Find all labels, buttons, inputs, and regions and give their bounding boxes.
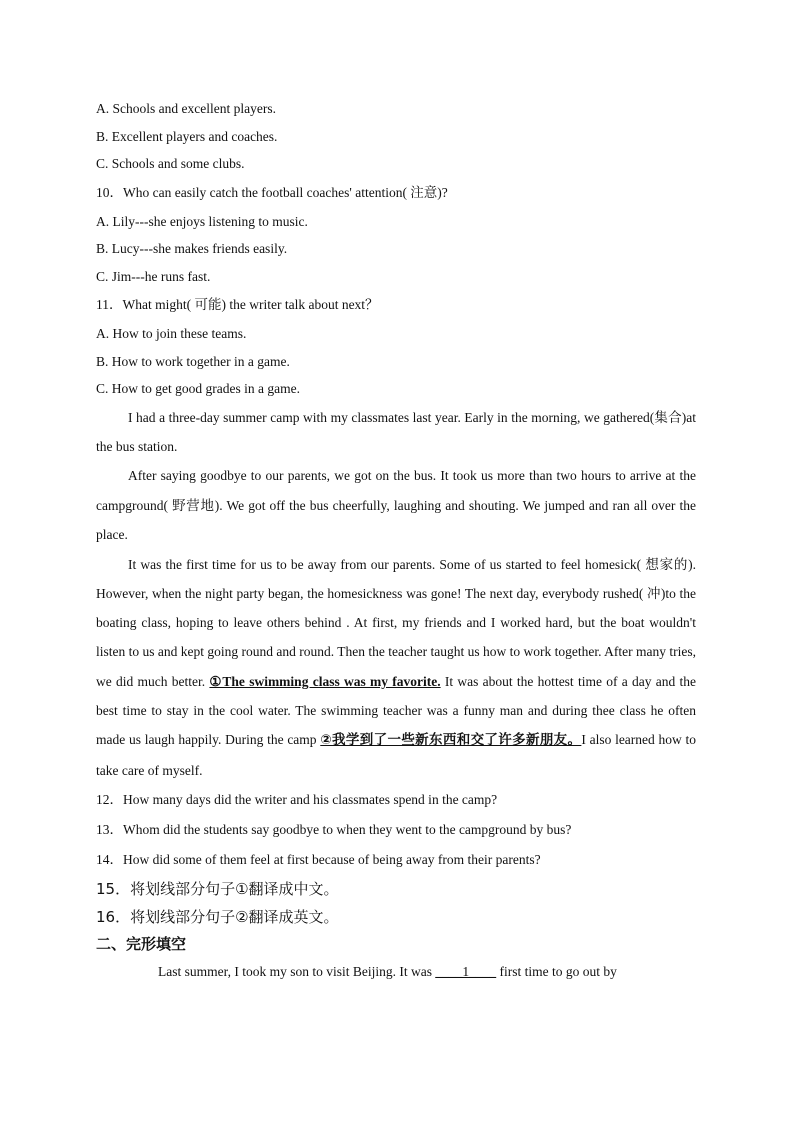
passage-paragraph-2: After saying goodbye to our parents, we got on the bus. It took us more than two hours to arrive at the campground( 野营地). We got off the bus cheerfully, laughing and shouting. We jumped and ran all over the place. — [96, 468, 696, 543]
q9-option-b: B. Excellent players and coaches. — [96, 128, 278, 144]
q16-question: 16．将划线部分句子②翻译成英文。 — [96, 907, 339, 926]
q11-option-c: C. How to get good grades in a game. — [96, 381, 300, 396]
cloze-text: first time to go out by — [496, 963, 617, 979]
q11-option-b: B. How to work together in a game. — [96, 353, 290, 369]
passage-paragraph-1: I had a three-day summer camp with my classmates last year. Early in the morning, we gathered(集合)at the bus station. — [96, 409, 696, 454]
q10-option-c: C. Jim---he runs fast. — [96, 268, 211, 284]
q15-question: 15．将划线部分句子①翻译成中文。 — [96, 879, 339, 898]
q9-option-c: C. Schools and some clubs. — [96, 156, 245, 171]
passage-text: It was about the hottest time of a day and the best time to stay in the cool water. The swimming teacher was a funny man and during thee class he often made us laugh happily. During the camp — [96, 673, 696, 748]
cloze-text: Last summer, I took my son to visit Beijing. It was — [158, 963, 436, 979]
section-title: 二、完形填空 — [96, 934, 187, 953]
reading-passage — [96, 403, 696, 785]
q10-question: 10．Who can easily catch the football coaches' attention( 注意)? — [96, 184, 448, 200]
passage-text: I also learned how to take care of myself. — [96, 732, 696, 778]
q12-question: 12．How many days did the writer and his classmates spend in the camp? — [96, 791, 498, 807]
q11-option-a: A. How to join these teams. — [96, 326, 247, 341]
q14-question: 14．How did some of them feel at first because of being away from their parents? — [96, 851, 541, 867]
q10-option-a: A. Lily---she enjoys listening to music. — [96, 213, 308, 229]
q10-option-b: B. Lucy---she makes friends easily. — [96, 241, 288, 256]
q13-question: 13．Whom did the students say goodbye to when they went to the campground by bus? — [96, 821, 572, 837]
page-content — [96, 95, 696, 987]
passage-paragraph-3 — [96, 550, 696, 785]
cloze-blank-1[interactable]: ____1____ — [435, 963, 497, 979]
q11-question: 11．What might( 可能) the writer talk about next？ — [96, 297, 379, 312]
passage-text: It was the first time for us to be away from our parents. Some of us started to feel homesick( 想家的). However, when the night party began, the homesickness was gone! The next day, everybody rushed( 冲)to the boating class, hoping to leave others behind . At first, my friends and I worked hard, but the boat wouldn't listen to us and kept going round and round. Then the teacher taught us how to work together. After many tries, we did much better. — [96, 556, 696, 689]
underlined-sentence-1: ①The swimming class was my favorite. — [209, 673, 441, 689]
cloze-passage — [96, 957, 696, 987]
q9-option-a: A. Schools and excellent players. — [96, 101, 276, 116]
underlined-sentence-2: ②我学到了一些新东西和交了许多新朋友。 — [320, 732, 582, 749]
